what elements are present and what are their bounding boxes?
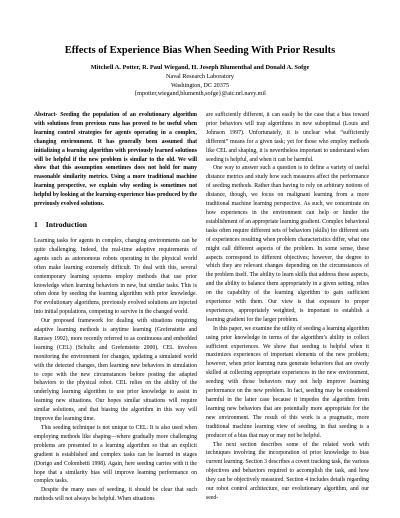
section-title: Introduction (45, 219, 88, 229)
affiliation-city: Washington, DC 20375 (170, 81, 230, 89)
body-paragraph: Our proposed framework for dealing with situations requiring adaptive learning methods is anytime learning (Grefenstette and Ramsey 1992), more recently referred to as continuous and embedded learning (CEL) (Schultz and Grefenstette 2000). CEL involves monitoring the environment for changes, updating a simulated world with the detected changes, then learning new behaviors in simulation to cope with the new circumstances before posting the adapted behaviors to the physical robot. CEL relies on the ability of the underlying learning algorithm to use prior knowledge to assist in learning new situations. Our hopes similar situations will require similar solutions, and that biasing the algorithm in this way will improve the learning time. (34, 318, 197, 423)
affiliation-email: {mpotter,wiegand,blumenth,sofge}@aic.nrl.navy.mil (134, 90, 266, 97)
body-paragraph: In this paper, we examine the utility of seeding a learning algorithm using prior knowledge in terms of the algorithm’s ability to collect sufficient experiences. We show that seeding is helpful when it maximizes experiences of important elements of the new problem; however, when prior learning runs generate behaviors that are overly skilled at collecting appropriate experiences in the new environment, seeding with those behaviors may not help improve learning performance on the new problem. In fact, seeding may be considered harmful in the latter case because it impedes the algorithm from learning new behaviors that are potentially more appropriate for the new environment. The result of this work is a pragmatic, more traditional machine learning view of seeding, in that seeding is a producer of a bias that may or may not be helpful. (206, 325, 369, 439)
author-list: Mitchell A. Potter, R. Paul Wiegand, H. Joseph Blumenthal and Donald A. Sofge (90, 64, 310, 71)
affiliation-block (0, 73, 400, 99)
right-column (206, 111, 369, 503)
abstract: Abstract- Seeding the population of an evolutionary algorithm with solutions from previous runs has proved to be useful when learning control strategies for agents operating in a complex, changing environment. It has generally been assumed that initializing a learning algorithm with previously learned solutions will be helpful if the new problem is similar to the old. We will show that this assumption sometimes does not hold for many reasonable similarity metrics. Using a more traditional machine learning perspective, we explain why seeding is sometimes not helpful by looking at the learning-experience bias produced by the previously evolved solutions. (34, 112, 197, 208)
section-heading (34, 220, 197, 230)
body-paragraph: are sufficiently different, it can easily be the case that a bias toward prior behaviors will trap algorithms in new suboptimal (Louis and Johnson 1997). Unfortunately, it is unclear what “sufficiently different” means for a given task; yet for those who employ methods like CEL and shaping, it is nevertheless important to understand when seeding is helpful, and when it can be harmful. (206, 112, 369, 163)
body-paragraph: One way to answer such a question is to define a variety of useful distance metrics and study how such measures affect the performance of seeding methods. Rather than having to rely on arbitrary notions of distance, though, we focus on malignant learning from a more traditional machine learning perspective. As such, we concentrate on how experiences in the environment can help or hinder the establishment of an appropriate learning gradient. Complex behavioral tasks often require different sets of behaviors (skills) for different sets of experiences resulting when problem characteristics differ, what one might call different aspects of the problem. In some sense, these aspects correspond to different objectives; however, the degree to which they are relevant changes depending on the circumstances of the problem itself. The ability to learn skills that address these aspects, and the ability to balance them appropriately in a given setting, relies on the capability of the learning algorithm to gain sufficient experience with them. Our view is that exposure to proper experiences, appropriately weighted, is important to establish a learning gradient for the larger problem. (206, 165, 369, 323)
paper-title: Effects of Experience Bias When Seeding With Prior Results (64, 45, 336, 56)
body-paragraph: The next section describes some of the related work with techniques involving the incorporation of prior knowledge to bias current learning. Section 3 describes a covert tracking task, the various objectives and behaviors required to accomplish the task, and how they can be objectively measured. Section 4 includes details regarding our robot control architecture, our evolutionary algorithm, and our seed- (206, 441, 369, 501)
body-paragraph: This seeding technique is not unique to CEL. It is also used when employing methods like shaping—where gradually more challenging problems are presented to a learning algorithm so that an explicit gradient is established and complex tasks can be learned in stages (Dorigo and Colombetti 1998). Again, here seeding carries with it the hope that a similarity bias will improve learning performance on complex tasks. (34, 425, 197, 485)
left-column (34, 111, 197, 504)
affiliation-org: Naval Research Laboratory (165, 73, 235, 80)
section-number: 1 (34, 219, 38, 229)
body-paragraph: Learning tasks for agents in complex, changing environments can be quite challenging. Indeed, the real-time adaptive requirements of agents such as autonomous robots operating in the physical world often make learning extremely difficult. To deal with this, several contemporary learning systems employ methods that use prior knowledge when learning behaviors in new, but similar tasks. This is often done by seeding the learning algorithm with prior knowledge. For evolutionary algorithms, previously evolved solutions are injected into initial populations, competing to survive in the changed world. (34, 237, 197, 316)
body-paragraph: Despite the many uses of seeding, it should be clear that such methods will not always be helpful. When situations (34, 487, 197, 503)
